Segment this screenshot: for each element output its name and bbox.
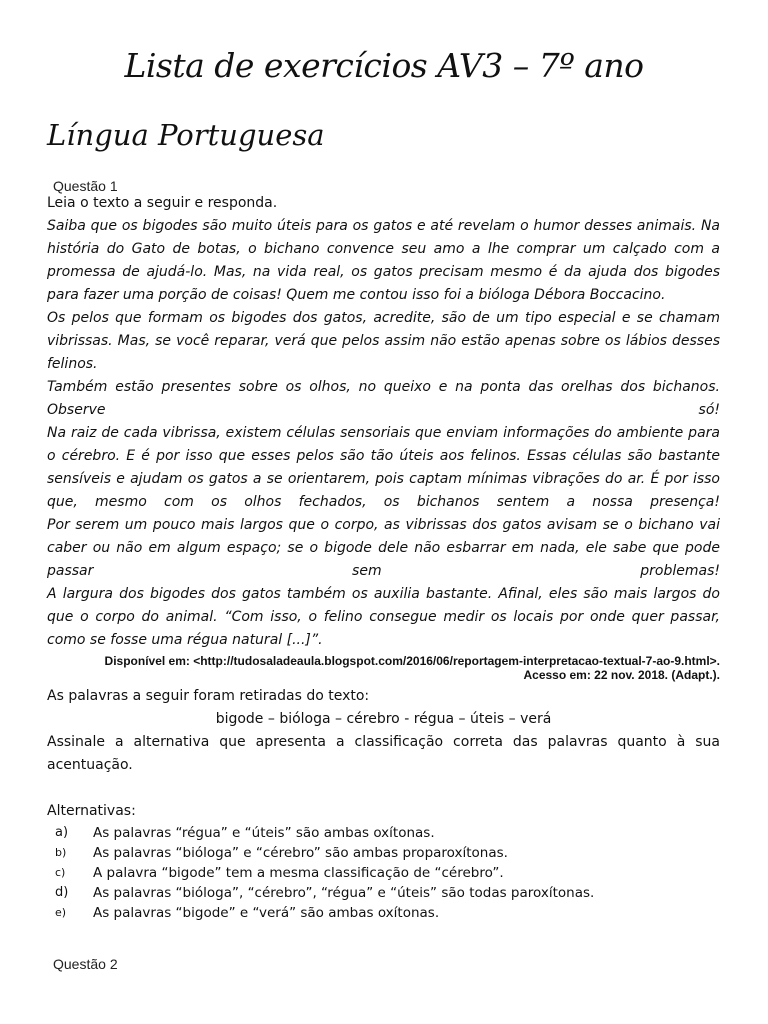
question-2-label: Questão 2 <box>53 956 118 972</box>
alternative-text: As palavras “régua” e “úteis” são ambas oxítonas. <box>93 825 435 841</box>
passage-paragraph: Saiba que os bigodes são muito úteis para os gatos e até revelam o humor desses animais. Na história do Gato de botas, o bichano convence seu amo a lhe comprar um calçado com a promessa de ajudá-lo. Mas, na vida real, os gatos precisam mesmo é da ajuda dos bigodes para fazer uma porção de coisas! Quem me contou isso foi a bióloga Débora Boccacino. <box>47 218 720 303</box>
passage-paragraph: Na raiz de cada vibrissa, existem células sensoriais que enviam informações do ambiente para o cérebro. E é por isso que esses pelos são tão úteis aos felinos. Essas células são bastante sensíveis e ajudam os gatos a se orientarem, pois captam mínimas vibrações do ar. É por isso que, mesmo com os olhos fechados, os bichanos sentem a nossa presença! <box>47 425 720 510</box>
alternative-letter: a) <box>55 825 69 840</box>
words-intro: As palavras a seguir foram retiradas do texto: <box>47 688 370 704</box>
alternative-text: As palavras “bióloga” e “cérebro” são ambas proparoxítonas. <box>93 845 508 861</box>
alternative-item <box>55 843 720 863</box>
alternatives-list <box>47 823 720 923</box>
question-prompt: Assinale a alternativa que apresenta a classificação correta das palavras quanto à sua acentuação. <box>47 734 720 773</box>
alternative-text: As palavras “bigode” e “verá” são ambas oxítonas. <box>93 905 440 921</box>
alternative-text: A palavra “bigode” tem a mesma classificação de “cérebro”. <box>93 865 504 881</box>
alternative-letter: b) <box>55 846 67 859</box>
source-access-date: Acesso em: 22 nov. 2018. (Adapt.). <box>523 668 720 682</box>
instruction: Leia o texto a seguir e responda. <box>47 195 278 211</box>
source-citation <box>47 654 720 682</box>
passage <box>47 215 720 652</box>
alternative-letter: c) <box>55 866 66 879</box>
alternative-letter: e) <box>55 906 67 919</box>
passage-paragraph: Por serem um pouco mais largos que o corpo, as vibrissas dos gatos avisam se o bichano vai caber ou não em algum espaço; se o bigode dele não esbarrar em nada, ele sabe que pode passar sem problemas! <box>47 517 720 579</box>
passage-paragraph: A largura dos bigodes dos gatos também os auxilia bastante. Afinal, eles são mais largos do que o corpo do animal. “Com isso, o felino consegue medir os locais por onde quer passar, como se fosse uma régua natural [...]”. <box>47 586 720 648</box>
source-url: Disponível em: <http://tudosaladeaula.blogspot.com/2016/06/reportagem-interpretacao-textual-7-ao-9.html>. <box>104 654 720 668</box>
alternative-text: As palavras “bióloga”, “cérebro”, “régua” e “úteis” são todas paroxítonas. <box>93 885 595 901</box>
passage-paragraph: Os pelos que formam os bigodes dos gatos, acredite, são de um tipo especial e se chamam vibrissas. Mas, se você reparar, verá que pelos assim não estão apenas sobre os lábios desses felinos. <box>47 310 720 372</box>
subject-heading: Língua Portuguesa <box>47 118 325 152</box>
page-title: Lista de exercícios AV3 – 7º ano <box>124 46 644 85</box>
alternative-item <box>55 823 720 843</box>
alternative-item <box>55 863 720 883</box>
alternative-item <box>55 903 720 923</box>
word-list: bigode – bióloga – cérebro - régua – úteis – verá <box>215 711 552 727</box>
passage-paragraph: Também estão presentes sobre os olhos, no queixo e na ponta das orelhas dos bichanos. Observe só! <box>47 379 720 418</box>
question-1-label: Questão 1 <box>53 178 118 194</box>
alternative-item <box>55 883 720 903</box>
alternative-letter: d) <box>55 885 69 900</box>
question-1-body <box>47 192 720 923</box>
alternatives-heading: Alternativas: <box>47 803 136 819</box>
